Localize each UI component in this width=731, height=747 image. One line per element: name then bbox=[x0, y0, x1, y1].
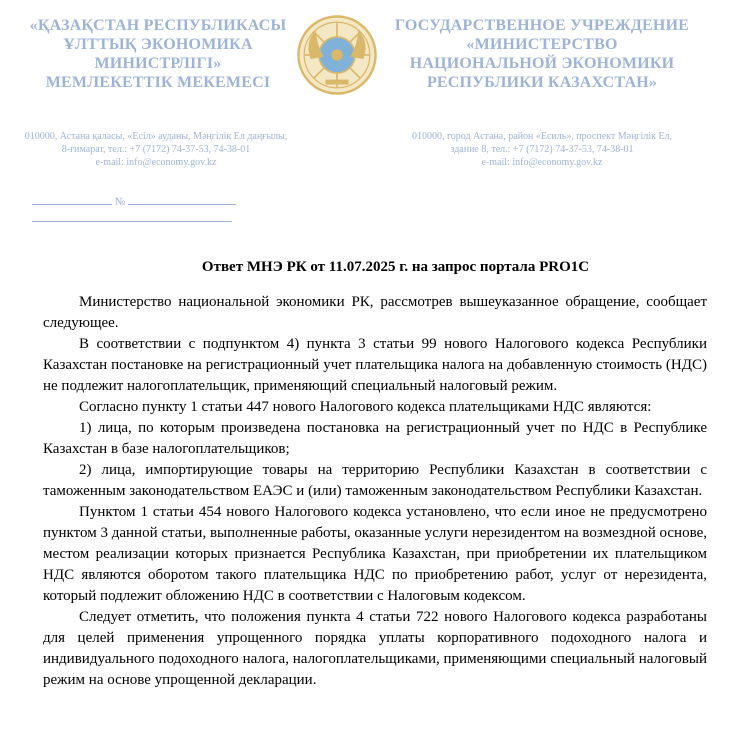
registration-date-blank bbox=[32, 194, 112, 205]
address-russian-line: 010000, город Астана, район «Есиль», проспект Мәңгілік Ел, bbox=[411, 131, 673, 142]
address-kazakh bbox=[6, 130, 306, 169]
address-kazakh-line: 8-ғимарат, тел.: +7 (7172) 74-37-53, 74-38-01 bbox=[61, 144, 251, 155]
registration-number-line bbox=[32, 194, 236, 208]
address-kazakh-line: 010000, Астана қаласы, «Есіл» ауданы, Мәңгілік Ел даңғылы, bbox=[24, 131, 288, 142]
body-paragraph: 1) лица, по которым произведена постановка на регистрационный учет по НДС в Республике Казахстан в базе налогоплательщиков; bbox=[43, 420, 707, 457]
body-paragraph: В соответствии с подпунктом 4) пункта 3 статьи 99 нового Налогового кодекса Республики Казахстан постановке на регистрационный учет плательщика налога на добавленную стоимость (НДС) не подлежит налогоплательщик, применяющий специальный налоговый режим. bbox=[43, 336, 707, 394]
ministry-name-kazakh-line: «ҚАЗАҚСТАН РЕСПУБЛИКАСЫ bbox=[29, 17, 287, 34]
ministry-name-russian-line: РЕСПУБЛИКИ КАЗАХСТАН» bbox=[426, 74, 658, 91]
registration-number-blank bbox=[128, 194, 236, 205]
body-paragraph: Следует отметить, что положения пункта 4 статьи 722 нового Налогового кодекса разработаны для целей применения упрощенного порядка уплаты корпоративного подоходного налога и индивидуального подоходного налога, налогоплательщиками, применяющими специальный налоговый режим на основе упрощенной декларации. bbox=[43, 609, 707, 688]
ministry-name-kazakh-line: МЕМЛЕКЕТТІК МЕКЕМЕСІ bbox=[45, 74, 271, 91]
ministry-name-kazakh-line: МИНИСТРЛІГІ» bbox=[94, 55, 222, 72]
registration-second-blank bbox=[32, 221, 232, 222]
body-paragraph: 2) лица, импортирующие товары на территорию Республики Казахстан в соответствии с таможенным законодательством ЕАЭС и (или) таможенным законодательством Республики Казахстан. bbox=[43, 462, 707, 499]
ministry-name-russian-line: «МИНИСТЕРСТВО bbox=[466, 36, 618, 53]
body-paragraph: Министерство национальной экономики РК, рассмотрев вышеуказанное обращение, сообщает следующее. bbox=[43, 294, 707, 331]
ministry-name-russian-line: ГОСУДАРСТВЕННОЕ УЧРЕЖДЕНИЕ bbox=[394, 17, 690, 34]
body-paragraph: Согласно пункту 1 статьи 447 нового Налогового кодекса плательщиками НДС являются: bbox=[79, 399, 652, 415]
ministry-name-russian-line: НАЦИОНАЛЬНОЙ ЭКОНОМИКИ bbox=[409, 55, 675, 72]
address-russian-line: e-mail: info@economy.gov.kz bbox=[481, 157, 603, 168]
address-russian bbox=[382, 130, 702, 169]
document-title: Ответ МНЭ РК от 11.07.2025 г. на запрос портала PRO1C bbox=[201, 259, 590, 275]
document-body bbox=[43, 292, 707, 691]
body-paragraph: Пунктом 1 статьи 454 нового Налогового кодекса установлено, что если иное не предусмотрено пунктом 3 данной статьи, выполненные работы, оказанные услуги нерезидентом на возмездной основе, местом реализации которых признается Республика Казахстан, при приобретении их плательщиком НДС являются оборотом такого плательщика НДС по приобретению работ, услуг от нерезидента, который подлежит обложению НДС в соответствии с Налоговым кодексом. bbox=[43, 504, 707, 604]
ministry-name-kazakh bbox=[20, 16, 296, 92]
state-emblem-icon bbox=[296, 14, 378, 96]
ministry-name-russian bbox=[392, 16, 692, 92]
number-sign: № bbox=[114, 196, 126, 208]
address-kazakh-line: e-mail: info@economy.gov.kz bbox=[95, 157, 217, 168]
ministry-name-kazakh-line: ҰЛТТЫҚ ЭКОНОМИКА bbox=[63, 36, 253, 53]
address-russian-line: здание 8, тел.: +7 (7172) 74-37-53, 74-38-01 bbox=[450, 144, 634, 155]
